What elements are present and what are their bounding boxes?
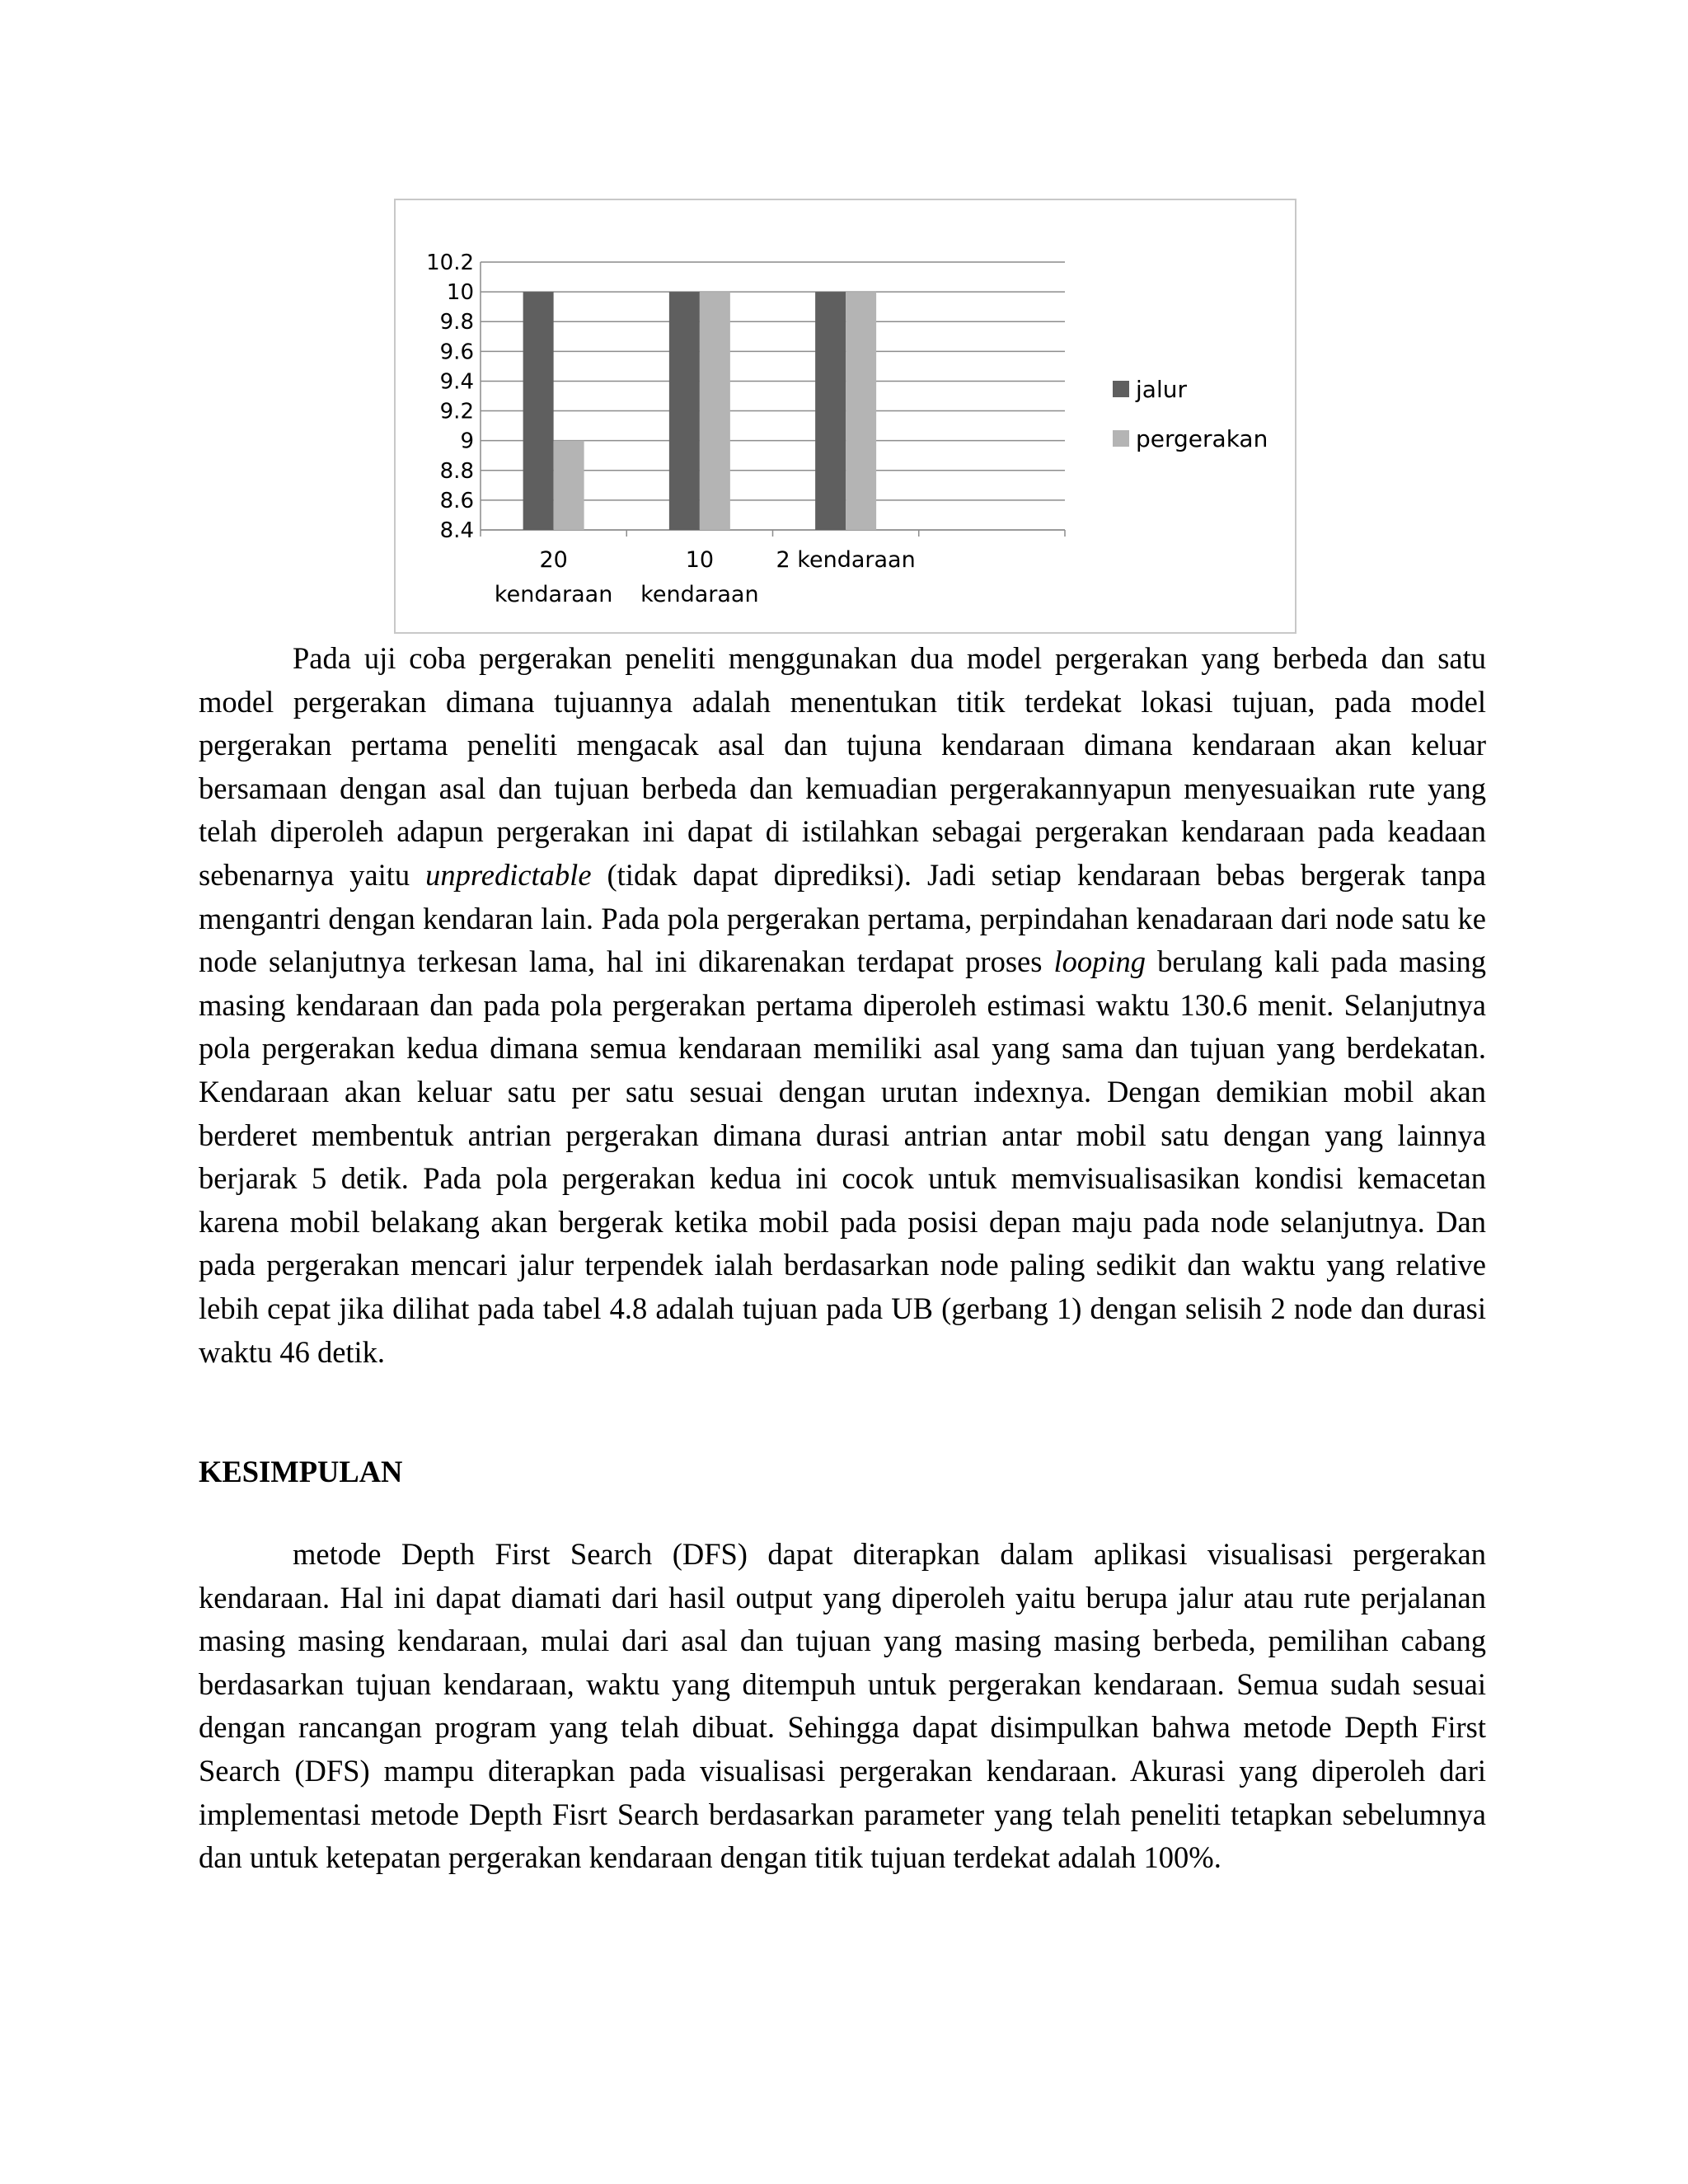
bar-jalur	[523, 292, 554, 530]
y-tick-label: 8.8	[439, 458, 474, 484]
x-category-label: kendaraan	[494, 582, 613, 607]
x-category-label: 20	[539, 547, 568, 573]
bar-pergerakan	[846, 292, 876, 530]
x-category-label: kendaraan	[640, 582, 759, 607]
paragraph-results-part2: (tidak dapat diprediksi). Jadi setiap kendaraan bebas bergerak tanpa mengantri dengan kendaran lain. Pada pola pergerakan pertama, perpindahan kenadaraan dari node satu ke node selanjutnya terkesan lama, hal ini dikarenakan terdapat proses	[199, 857, 1486, 979]
bar-jalur	[815, 292, 846, 530]
x-category-label: 2 kendaraan	[776, 547, 916, 573]
italic-unpredictable: unpredictable	[425, 857, 592, 892]
paragraph-conclusion	[199, 1533, 1486, 1880]
y-tick-label: 8.4	[439, 518, 474, 543]
bar-chart-svg	[396, 200, 1295, 632]
italic-looping: looping	[1053, 944, 1146, 979]
bar-pergerakan	[554, 441, 584, 530]
y-tick-label: 9.8	[439, 310, 474, 335]
x-category-label: 10	[685, 547, 715, 573]
paragraph-results-part1: Pada uji coba pergerakan peneliti menggunakan dua model pergerakan yang berbeda dan satu model pergerakan dimana tujuannya adalah menentukan titik terdekat lokasi tujuan, pada model pergerakan pertama peneliti mengacak asal dan tujuna kendaraan dimana kendaraan akan keluar bersamaan dengan asal dan tujuan berbeda dan kemuadian pergerakannyapun menyesuaikan rute yang telah diperoleh adapun pergerakan ini dapat di istilahkan sebagai pergerakan kendaraan pada keadaan sebenarnya yaitu	[199, 641, 1486, 892]
paragraph-results-text	[199, 637, 1486, 1374]
y-tick-label: 10.2	[426, 251, 474, 275]
legend-label-pergerakan: pergerakan	[1136, 425, 1268, 452]
paragraph-conclusion-text: metode Depth First Search (DFS) dapat diterapkan dalam aplikasi visualisasi pergerakan kendaraan. Hal ini dapat diamati dari hasil output yang diperoleh yaitu berupa jalur atau rute perjalanan masing masing kendaraan, mulai dari asal dan tujuan yang masing masing berbeda, pemilihan cabang berdasarkan tujuan kendaraan, waktu yang ditempuh untuk pergerakan kendaraan. Semua sudah sesuai dengan rancangan program yang telah dibuat. Sehingga dapat disimpulkan bahwa metode Depth First Search (DFS) mampu diterapkan pada visualisasi pergerakan kendaraan. Akurasi yang diperoleh dari implementasi metode Depth Fisrt Search berdasarkan parameter yang telah peneliti tetapkan sebelumnya dan untuk ketepatan pergerakan kendaraan dengan titik tujuan terdekat adalah 100%.	[199, 1537, 1486, 1875]
legend-swatch-pergerakan	[1113, 430, 1129, 447]
y-tick-label: 9.2	[439, 399, 474, 424]
bar-jalur	[669, 292, 700, 530]
y-tick-label: 8.6	[439, 488, 474, 513]
bar-chart	[394, 199, 1296, 634]
y-tick-label: 9.6	[439, 340, 474, 365]
bar-pergerakan	[700, 292, 730, 530]
y-tick-label: 10	[446, 280, 474, 306]
y-tick-label: 9	[460, 429, 474, 454]
section-heading-kesimpulan: KESIMPULAN	[199, 1455, 403, 1488]
paragraph-results-part3: berulang kali pada masing masing kendaraan dan pada pola pergerakan pertama diperoleh estimasi waktu 130.6 menit. Selanjutnya pola pergerakan kedua dimana semua kendaraan memiliki asal yang sama dan tujuan yang berdekatan. Kendaraan akan keluar satu per satu sesuai dengan urutan indexnya. Dengan demikian mobil akan berderet membentuk antrian pergerakan dimana durasi antrian antar mobil satu dengan yang lainnya berjarak 5 detik. Pada pola pergerakan kedua ini cocok untuk memvisualisasikan kondisi kemacetan karena mobil belakang akan bergerak ketika mobil pada posisi depan maju pada node selanjutnya. Dan pada pergerakan mencari jalur terpendek ialah berdasarkan node paling sedikit dan waktu yang relative lebih cepat jika dilihat pada tabel 4.8 adalah tujuan pada UB (gerbang 1) dengan selisih 2 node dan durasi waktu 46 detik.	[199, 944, 1486, 1369]
legend-label-jalur: jalur	[1136, 376, 1187, 403]
paragraph-results	[199, 637, 1486, 1374]
y-tick-label: 9.4	[439, 369, 474, 395]
legend-swatch-jalur	[1113, 381, 1129, 397]
